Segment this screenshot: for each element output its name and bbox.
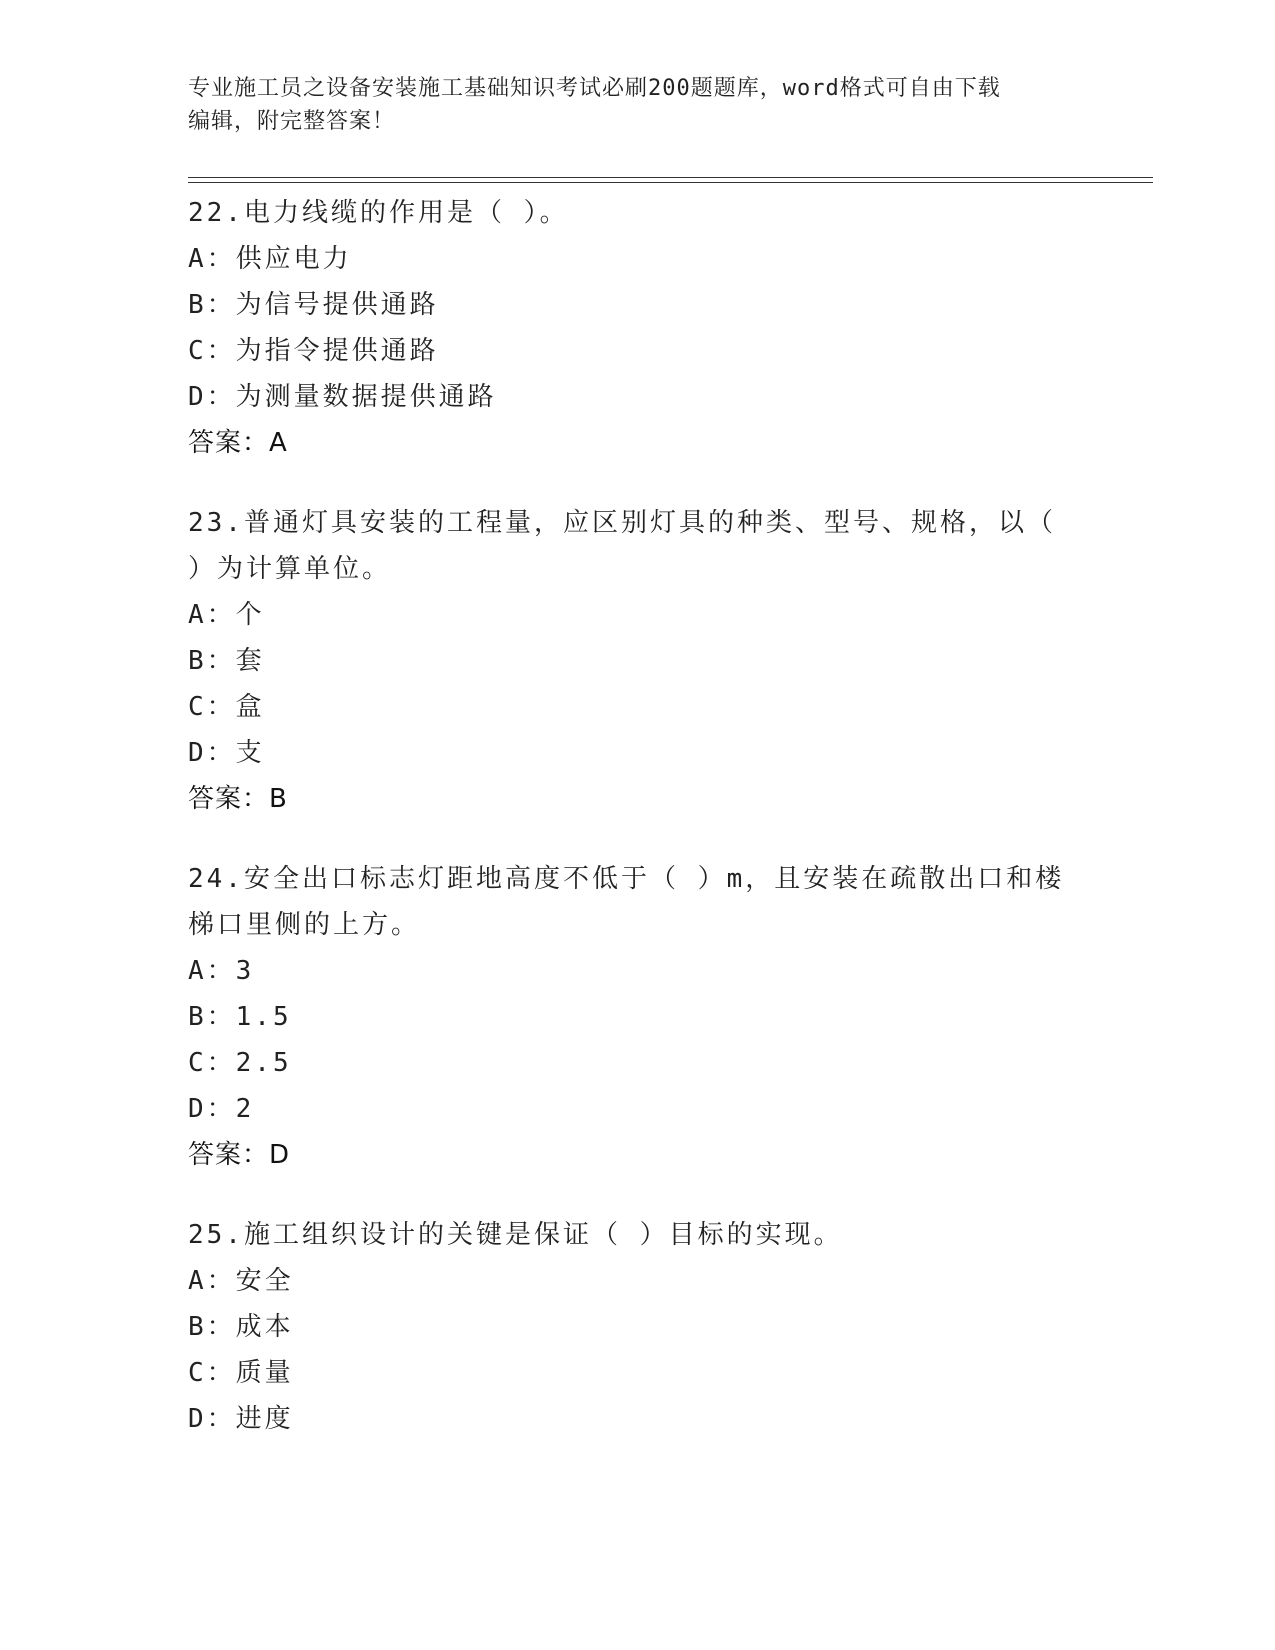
option-a: A：供应电力 — [188, 244, 352, 274]
option-a: A：安全 — [188, 1266, 294, 1296]
option-a: A：个 — [188, 600, 265, 630]
question-stem: 24.安全出口标志灯距地高度不低于（ ）m，且安装在疏散出口和楼梯口里侧的上方。 — [188, 864, 1065, 940]
question-stem: 22.电力线缆的作用是（ ）。 — [188, 198, 569, 228]
option-b: B：1.5 — [188, 1002, 292, 1032]
option-b: B：套 — [188, 646, 265, 676]
question-list — [188, 190, 1088, 1476]
option-d: D：为测量数据提供通路 — [188, 382, 497, 412]
option-d: D：进度 — [188, 1404, 294, 1434]
header-title-line2: 编辑，附完整答案！ — [188, 109, 396, 134]
question-24 — [188, 856, 1088, 1178]
question-22 — [188, 190, 1088, 466]
option-b: B：成本 — [188, 1312, 294, 1342]
document-header — [188, 72, 1088, 138]
option-c: C：为指令提供通路 — [188, 336, 439, 366]
question-25 — [188, 1212, 1088, 1442]
header-divider-top — [188, 177, 1153, 178]
question-23 — [188, 500, 1088, 822]
answer: 答案：B — [188, 784, 288, 814]
option-c: C：2.5 — [188, 1048, 292, 1078]
answer: 答案：A — [188, 428, 288, 458]
option-d: D：2 — [188, 1094, 255, 1124]
question-stem: 25.施工组织设计的关键是保证（ ）目标的实现。 — [188, 1220, 843, 1250]
header-divider-bottom — [188, 182, 1153, 183]
option-d: D：支 — [188, 738, 265, 768]
option-c: C：盒 — [188, 692, 265, 722]
question-stem: 23.普通灯具安装的工程量，应区别灯具的种类、型号、规格，以（ ）为计算单位。 — [188, 508, 1056, 584]
option-b: B：为信号提供通路 — [188, 290, 439, 320]
answer: 答案：D — [188, 1140, 291, 1170]
option-c: C：质量 — [188, 1358, 294, 1388]
header-title-line1: 专业施工员之设备安装施工基础知识考试必刷200题题库，word格式可自由下载 — [188, 76, 1001, 101]
option-a: A：3 — [188, 956, 255, 986]
